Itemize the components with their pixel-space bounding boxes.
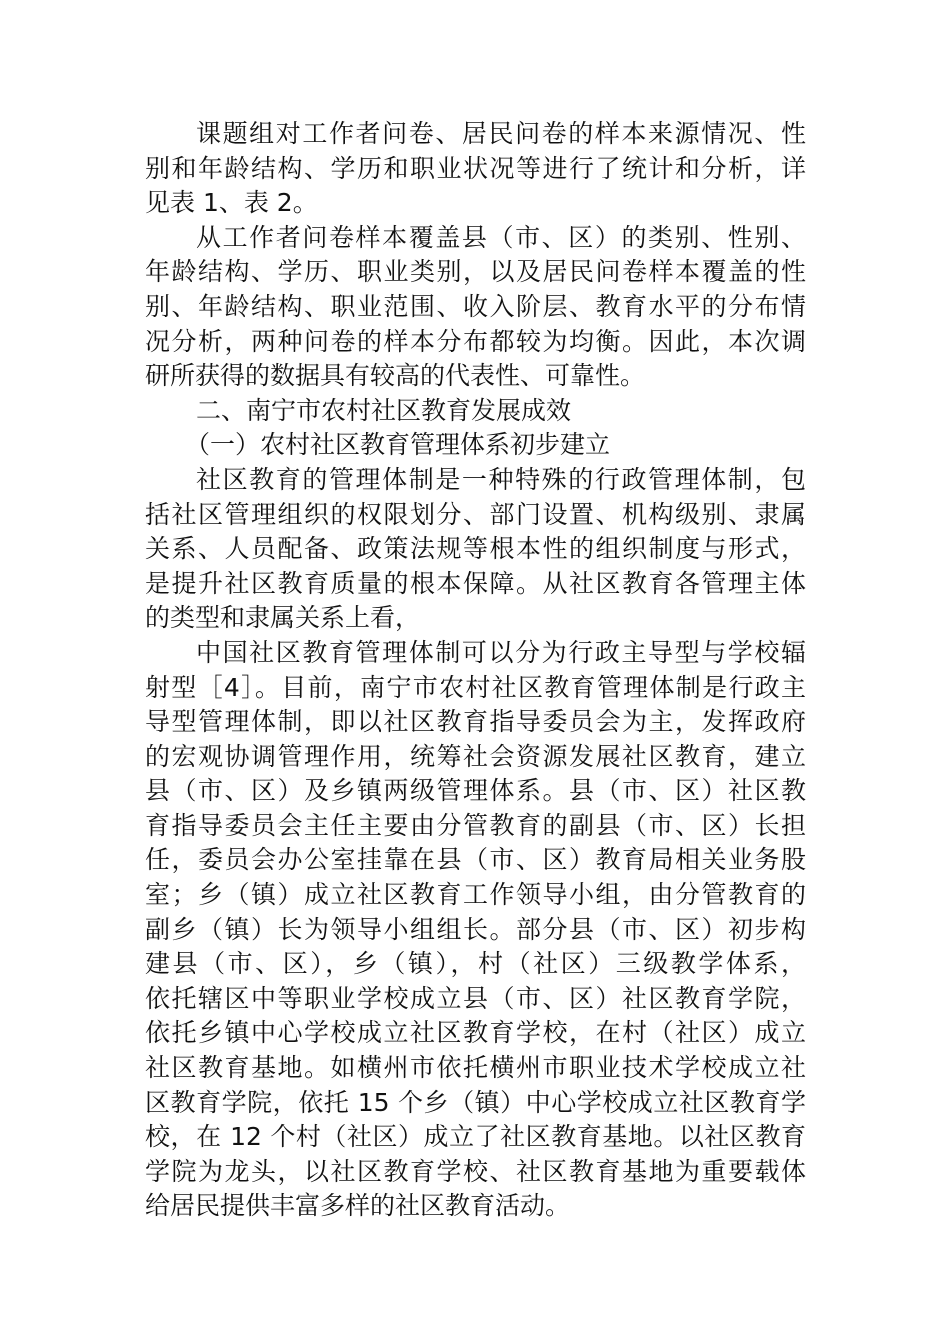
text-line: 副乡（镇）长为领导小组组长。部分县（市、区）初步构: [145, 914, 806, 944]
subsection-heading: [145, 428, 806, 463]
document-body: [145, 117, 806, 1224]
text-line: 况分析，两种问卷的样本分布都较为均衡。因此，本次调: [145, 326, 806, 356]
text-line: 是提升社区教育质量的根本保障。从社区教育各管理主体: [145, 568, 806, 598]
text-line: 育指导委员会主任主要由分管教育的副县（市、区）长担: [145, 810, 806, 840]
text-line: 校，在 12 个村（社区）成立了社区教育基地。以社区教育: [145, 1122, 806, 1152]
text-line: 的类型和隶属关系上看，: [145, 603, 421, 633]
paragraph: [145, 221, 806, 394]
text-line: 见表 1、表 2。: [145, 188, 318, 218]
paragraph: [145, 463, 806, 636]
text-line: 社区教育基地。如横州市依托横州市职业技术学校成立社: [145, 1053, 806, 1083]
text-line: 中国社区教育管理体制可以分为行政主导型与学校辐: [196, 637, 806, 667]
text-line: 研所获得的数据具有较高的代表性、可靠性。: [145, 361, 646, 391]
text-line: 从工作者问卷样本覆盖县（市、区）的类别、性别、: [196, 222, 806, 252]
text-line: 社区教育的管理体制是一种特殊的行政管理体制，包: [196, 464, 806, 494]
paragraph: [145, 636, 806, 1224]
text-line: 别、年龄结构、职业范围、收入阶层、教育水平的分布情: [145, 291, 806, 321]
text-line: 依托乡镇中心学校成立社区教育学校，在村（社区）成立: [145, 1018, 806, 1048]
text-line: 室；乡（镇）成立社区教育工作领导小组，由分管教育的: [145, 880, 806, 910]
text-line: 课题组对工作者问卷、居民问卷的样本来源情况、性: [196, 119, 806, 148]
text-line: 区教育学院，依托 15 个乡（镇）中心学校成立社区教育学: [145, 1087, 806, 1117]
text-line: 给居民提供丰富多样的社区教育活动。: [145, 1191, 571, 1221]
text-line: 导型管理体制，即以社区教育指导委员会为主，发挥政府: [145, 707, 806, 737]
text-line: 括社区管理组织的权限划分、部门设置、机构级别、隶属: [145, 499, 806, 529]
text-line: 依托辖区中等职业学校成立县（市、区）社区教育学院，: [145, 983, 806, 1013]
text-line: 二、南宁市农村社区教育发展成效: [196, 395, 572, 425]
paragraph: [145, 117, 806, 221]
text-line: 关系、人员配备、政策法规等根本性的组织制度与形式，: [145, 534, 806, 564]
text-line: 射型［4］。目前，南宁市农村社区教育管理体制是行政主: [145, 672, 806, 702]
text-line: 任，委员会办公室挂靠在县（市、区）教育局相关业务股: [145, 845, 806, 875]
section-heading: [145, 394, 806, 429]
text-line: 学院为龙头，以社区教育学校、社区教育基地为重要载体: [145, 1156, 806, 1186]
text-line: 的宏观协调管理作用，统筹社会资源发展社区教育，建立: [145, 741, 806, 771]
text-line: （一）农村社区教育管理体系初步建立: [185, 430, 611, 460]
text-line: 别和年龄结构、学历和职业状况等进行了统计和分析，详: [145, 153, 806, 183]
text-line: 县（市、区）及乡镇两级管理体系。县（市、区）社区教: [145, 776, 806, 806]
text-line: 建县（市、区），乡（镇），村（社区）三级教学体系，: [145, 949, 806, 979]
text-line: 年龄结构、学历、职业类别，以及居民问卷样本覆盖的性: [145, 257, 806, 287]
